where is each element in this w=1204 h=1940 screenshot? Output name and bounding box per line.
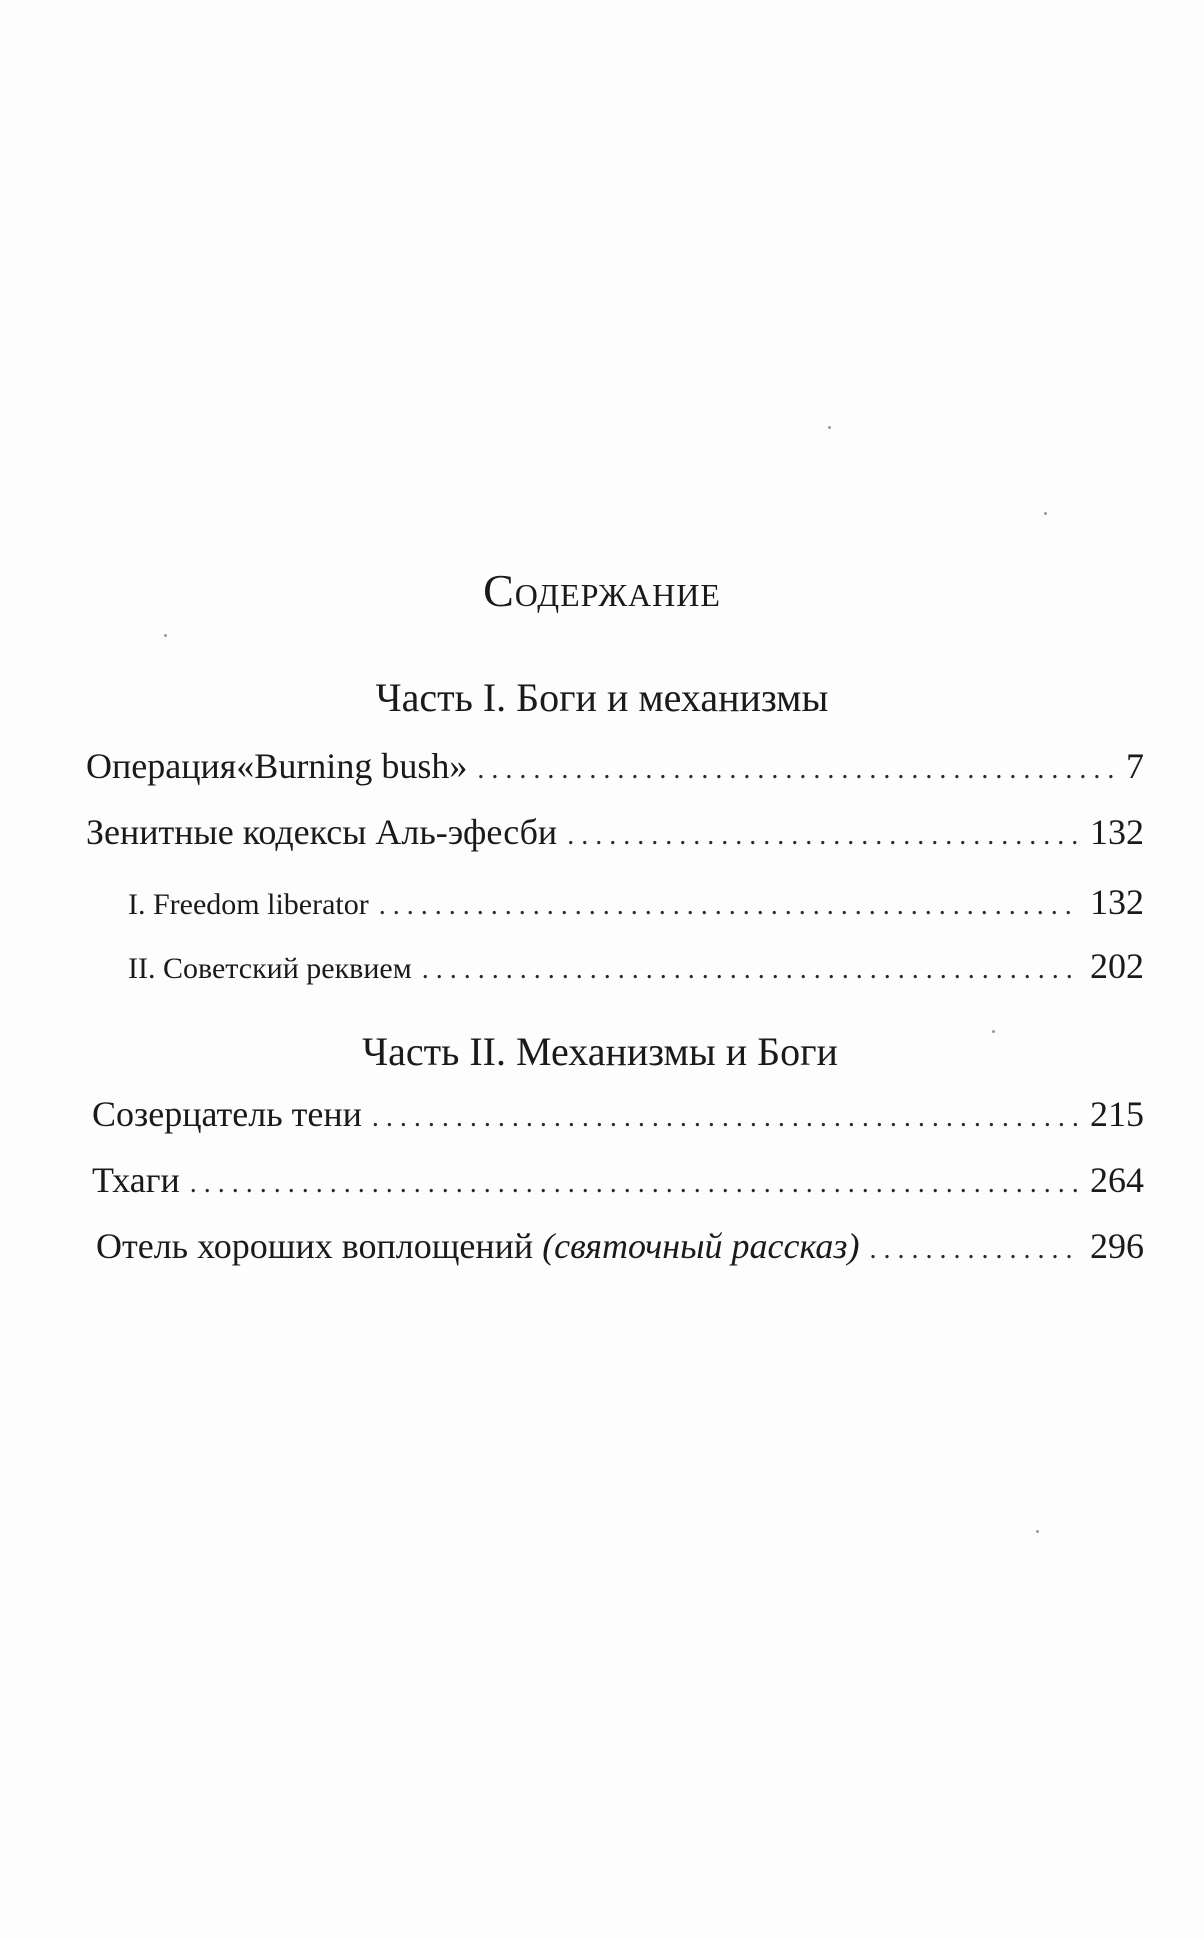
part-heading: Часть I. Боги и механизмы: [375, 675, 829, 720]
toc-subentry: [128, 884, 1144, 920]
entry-title: Созерцатель тени: [92, 1094, 362, 1134]
toc-entry: [86, 814, 1144, 850]
dot-leader: [190, 1170, 1080, 1198]
page-number: 7: [1126, 746, 1144, 786]
page-number: 296: [1090, 1226, 1144, 1266]
dot-leader: [379, 892, 1080, 920]
entry-title: [96, 1228, 859, 1264]
paper-speck: [1036, 1530, 1039, 1533]
paper-speck: [164, 634, 167, 637]
part-heading: Часть II. Механизмы и Боги: [362, 1029, 838, 1074]
dot-leader: [422, 956, 1080, 984]
entry-title: Зенитные кодексы Аль-эфесби: [86, 812, 558, 852]
toc-entry: [92, 1096, 1144, 1132]
entry-title: Тхаги: [92, 1160, 180, 1200]
entry-title: II. Советский реквием: [128, 952, 412, 985]
page-title: Содержание: [483, 565, 721, 616]
page-number: 202: [1090, 946, 1144, 986]
page-number: 132: [1090, 882, 1144, 922]
dot-leader: [869, 1236, 1080, 1264]
dot-leader: [567, 822, 1080, 850]
entry-title: Операция«Burning bush»: [86, 746, 468, 786]
page-number: 215: [1090, 1094, 1144, 1134]
paper-speck: [828, 426, 831, 429]
entry-title-italic: (святочный рассказ): [542, 1226, 860, 1266]
dot-leader: [372, 1104, 1080, 1132]
page-number: 264: [1090, 1160, 1144, 1200]
page-number: 132: [1090, 812, 1144, 852]
paper-speck: [992, 1030, 995, 1033]
entry-title: I. Freedom liberator: [128, 888, 369, 921]
paper-speck: [1044, 512, 1047, 515]
toc-entry: [96, 1228, 1144, 1264]
entry-title-main: Отель хороших воплощений: [96, 1226, 534, 1266]
dot-leader: [477, 756, 1116, 784]
toc-subentry: [128, 948, 1144, 984]
toc-entry: [86, 748, 1144, 784]
toc-entry: [92, 1162, 1144, 1198]
